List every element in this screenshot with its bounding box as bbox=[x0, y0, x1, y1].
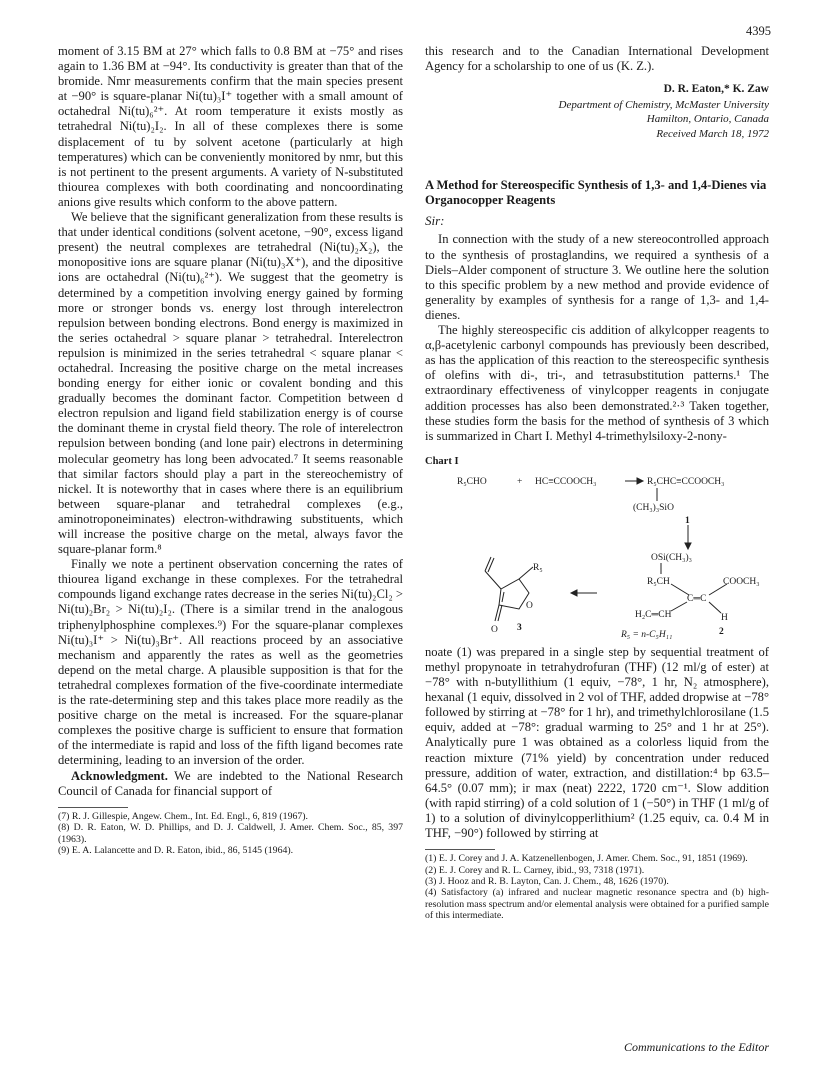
footnotes bbox=[58, 811, 403, 857]
right-column bbox=[425, 44, 769, 922]
r5-definition: R₅ = n-C₅H₁₁ bbox=[621, 629, 673, 640]
carbonyl-oxygen: O bbox=[491, 624, 498, 635]
affiliation-line: Hamilton, Ontario, Canada bbox=[646, 112, 769, 125]
received-date: Received March 18, 1972 bbox=[656, 128, 769, 141]
affiliation bbox=[425, 99, 769, 126]
ring-substituent: R₅ bbox=[533, 562, 543, 573]
arrow-head bbox=[637, 478, 643, 484]
arrow-head bbox=[685, 543, 691, 549]
bond-line bbox=[488, 558, 494, 572]
footnote-rule bbox=[425, 849, 495, 850]
page-number: 4395 bbox=[746, 24, 771, 38]
reaction-scheme bbox=[425, 471, 769, 641]
product-1: R₅CHC≡CCOOCH₃ bbox=[647, 476, 725, 487]
chart-label: Chart I bbox=[425, 455, 459, 467]
compound-label-1: 1 bbox=[685, 515, 690, 526]
vinyl-group: H₂C═CH bbox=[635, 609, 672, 620]
reactant-propynoate: HC≡CCOOCH₃ bbox=[535, 476, 597, 487]
footnote: (7) R. J. Gillespie, Angew. Chem., Int. Ed. Engl., 6, 819 (1967). bbox=[58, 810, 308, 822]
body-paragraph: We believe that the significant generalization from these results is that under identical conditions (solvent acetone, −90°, excess ligand present) the neutral complexes are tetrahedral (Ni(tu)₂X₂), the monopositive ions are square planar (Ni(tu)₃X⁺), and the dipositive ions are octahedral (Ni(tu)₆²⁺). We suggest that the geometry is determined by a competition involving energy gained by forming more or stronger bonds vs. energy lost through interelectron repulsion between bonding electrons. Bond energy is maximized in the series octahedral > square planar > tetrahedral. Interelectron repulsion is minimized in the series tetrahedral < square planar < octahedral. Increasing the positive charge on the metal increases bonding energy for either ionic or covalent bonding and this gradually becomes the dominant factor. Competition between d electron repulsion and ligand field stabilization energy is of course the dominant theme in crystal field theory. The role of interelectron repulsion between bonding (and lone pair) electrons in determining molecular geometry has long been advocated.⁷ It seems reasonable that similar factors should play a part in the stereochemistry of nickel. It is noteworthy that in cases where there is an equilibrium between square-planar and tetrahedral complexes (e.g., aminotroponeiminates) electron-withdrawing substituents, which will increase the positive charge on the metal, always favor the square-planar form.⁸ bbox=[58, 210, 403, 557]
plus-sign: + bbox=[517, 476, 523, 487]
footnote: (9) E. A. Lalancette and D. R. Eaton, ibid., 86, 5145 (1964). bbox=[58, 844, 294, 856]
footnotes bbox=[425, 853, 769, 921]
journal-section-footer: Communications to the Editor bbox=[624, 1040, 769, 1054]
footnote: (3) J. Hooz and R. B. Layton, Can. J. Chem., 48, 1626 (1970). bbox=[425, 875, 669, 887]
ester-group: COOCH₃ bbox=[723, 576, 760, 587]
bond-line bbox=[502, 592, 504, 602]
siloxy-group: OSi(CH₃)₃ bbox=[651, 552, 692, 563]
compound-label-2: 2 bbox=[719, 626, 724, 637]
body-paragraph: In connection with the study of a new stereocontrolled approach to the synthesis of prostaglandins, we required a synthesis of a Diels–Alder component of structure 3. We outline here the solution to this specific problem by a new method and provide evidence of generality by examples of synthesis for a range of 1,3- and 1,4-dienes. bbox=[425, 232, 769, 322]
footnote: (2) E. J. Corey and R. L. Carney, ibid., 93, 7318 (1971). bbox=[425, 864, 645, 876]
hydrogen-label: H bbox=[721, 612, 728, 623]
alkene-core: C═C bbox=[687, 593, 707, 604]
affiliation-line: Department of Chemistry, McMaster University bbox=[558, 99, 769, 112]
footnote: (1) E. J. Corey and J. A. Katzenellenbogen, J. Amer. Chem. Soc., 91, 1851 (1969). bbox=[425, 853, 748, 865]
body-paragraph: this research and to the Canadian International Development Agency for a scholarship to one of us (K. Z.). bbox=[425, 44, 769, 74]
scheme-lines bbox=[425, 471, 769, 641]
acknowledgment-text: We are indebted to the National Research Council of Canada for financial support of bbox=[58, 768, 403, 798]
body-paragraph: The highly stereospecific cis addition of alkylcopper reagents to α,β-acetylenic carbonyl compounds has previously been described, as has the application of this reaction to the stereospecific synthesis of olefins with di-, tri-, and tetrasubstitution patterns.¹ The extraordinary effectiveness of vinylcopper reagents in conjugate addition processes has also been demonstrated.²·³ Taken together, these studies form the basis for the method of synthesis of 3 which is summarized in Chart I. Methyl 4-trimethylsiloxy-2-nony- bbox=[425, 323, 769, 443]
bond-line bbox=[485, 571, 501, 589]
arrow-head bbox=[571, 590, 577, 596]
left-column bbox=[58, 44, 403, 856]
footnote-rule bbox=[58, 807, 128, 808]
footnote: (8) D. R. Eaton, W. D. Phillips, and D. J. Caldwell, J. Amer. Chem. Soc., 85, 397 (1963). bbox=[58, 822, 403, 845]
salutation: Sir: bbox=[425, 213, 445, 229]
acknowledgment-heading: Acknowledgment. bbox=[71, 768, 168, 783]
body-paragraph: Finally we note a pertinent observation concerning the rates of thiourea ligand exchange in these complexes. For the tetrahedral compounds ligand exchange rates decrease in the series Ni(tu)₂Cl₂ > Ni(tu)₂Br₂ > Ni(tu)₂I₂. (There is a similar trend in the analogous triphenylphosphine complexes.⁹) For the square-planar complexes Ni(tu)₃I⁺ > Ni(tu)₃Br⁺. All reactions proceed by an associative mechanism and apparently the rates as well as the geometries depend on the metal charge. A plausible supposition is that for the tetrahedral complexes formation of the five-coordinate intermediate is the rate-determining step and this takes place more readily as the positive charge on the metal is increased. For the square-planar complexes the positive charge is sufficient to ensure that formation of the intermediate is rapid and loss of the fifth ligand becomes rate determining, leading to an inversion of the order. bbox=[58, 557, 403, 768]
r5ch-group: R₅CH bbox=[647, 576, 670, 587]
body-paragraph: noate (1) was prepared in a single step by sequential treatment of methyl propynoate in tetrahydrofuran (THF) (12 ml/g of ester) at −78° with n-butyllithium (1 equiv, −78°, 1 hr, N₂ atmosphere), hexanal (1 equiv, dissolved in 2 vol of THF, added dropwise at −78° followed by stirring at −78° for 1 hr), and trimethylchlorosilane (1.5 equiv, added at −78°: gradual warming to 25° and 1 hr at 25°). Analytically pure 1 was obtained as a colorless liquid from the reaction mixture (71% yield) by concentration under reduced pressure, addition of water, extraction, and distillation:⁴ bp 63.5–64.5° (0.07 mm); ir max (neat) 2222, 1720 cm⁻¹. Slow addition (with rapid stirring) of a cold solution of 1 (−50°) in THF (1 ml/g of 1) to a solution of divinylcopperlithium² (1.25 equiv, ca. 0.4 M in THF, −90°) followed by stirring at bbox=[425, 644, 769, 840]
acknowledgment bbox=[58, 769, 403, 799]
bond-line bbox=[709, 602, 721, 613]
bond-line bbox=[519, 567, 533, 579]
article-title: A Method for Stereospecific Synthesis of 1,3- and 1,4-Dienes via Organocopper Reagents bbox=[425, 178, 767, 208]
reactant-aldehyde: R₅CHO bbox=[457, 476, 487, 487]
body-paragraph: moment of 3.15 BM at 27° which falls to 0.8 BM at −75° and rises again to 1.36 BM at −94°. Its conductivity is greater than that of the bromide. Nmr measurements confirm that the main species present at −90° is square-planar Ni(tu)₃I⁺ together with a small amount of octahedral Ni(tu)₆²⁺. At room temperature it exists mostly as tetrahedral Ni(tu)₂I₂. In all of these complexes there is some displacement of tu by solvent acetone (particularly at high temperatures) which can be conveniently monitored by nmr, but this is not pertinent to the present arguments. A variety of N-substituted thiourea complexes with both coordinating and noncoordinating anions give results which conform to the above pattern. bbox=[58, 44, 403, 209]
author-names: D. R. Eaton,* K. Zaw bbox=[663, 83, 769, 96]
compound-label-3: 3 bbox=[517, 622, 522, 633]
ring-oxygen: O bbox=[526, 600, 533, 611]
bond-line bbox=[671, 602, 687, 611]
siloxy-group: (CH₃)₃SiO bbox=[633, 502, 674, 513]
footnote: (4) Satisfactory (a) infrared and nuclear magnetic resonance spectra and (b) high-resolution mass spectrum and/or elemental analysis were obtained for a purified sample of this intermediate. bbox=[425, 887, 769, 922]
bond-line bbox=[485, 557, 491, 571]
